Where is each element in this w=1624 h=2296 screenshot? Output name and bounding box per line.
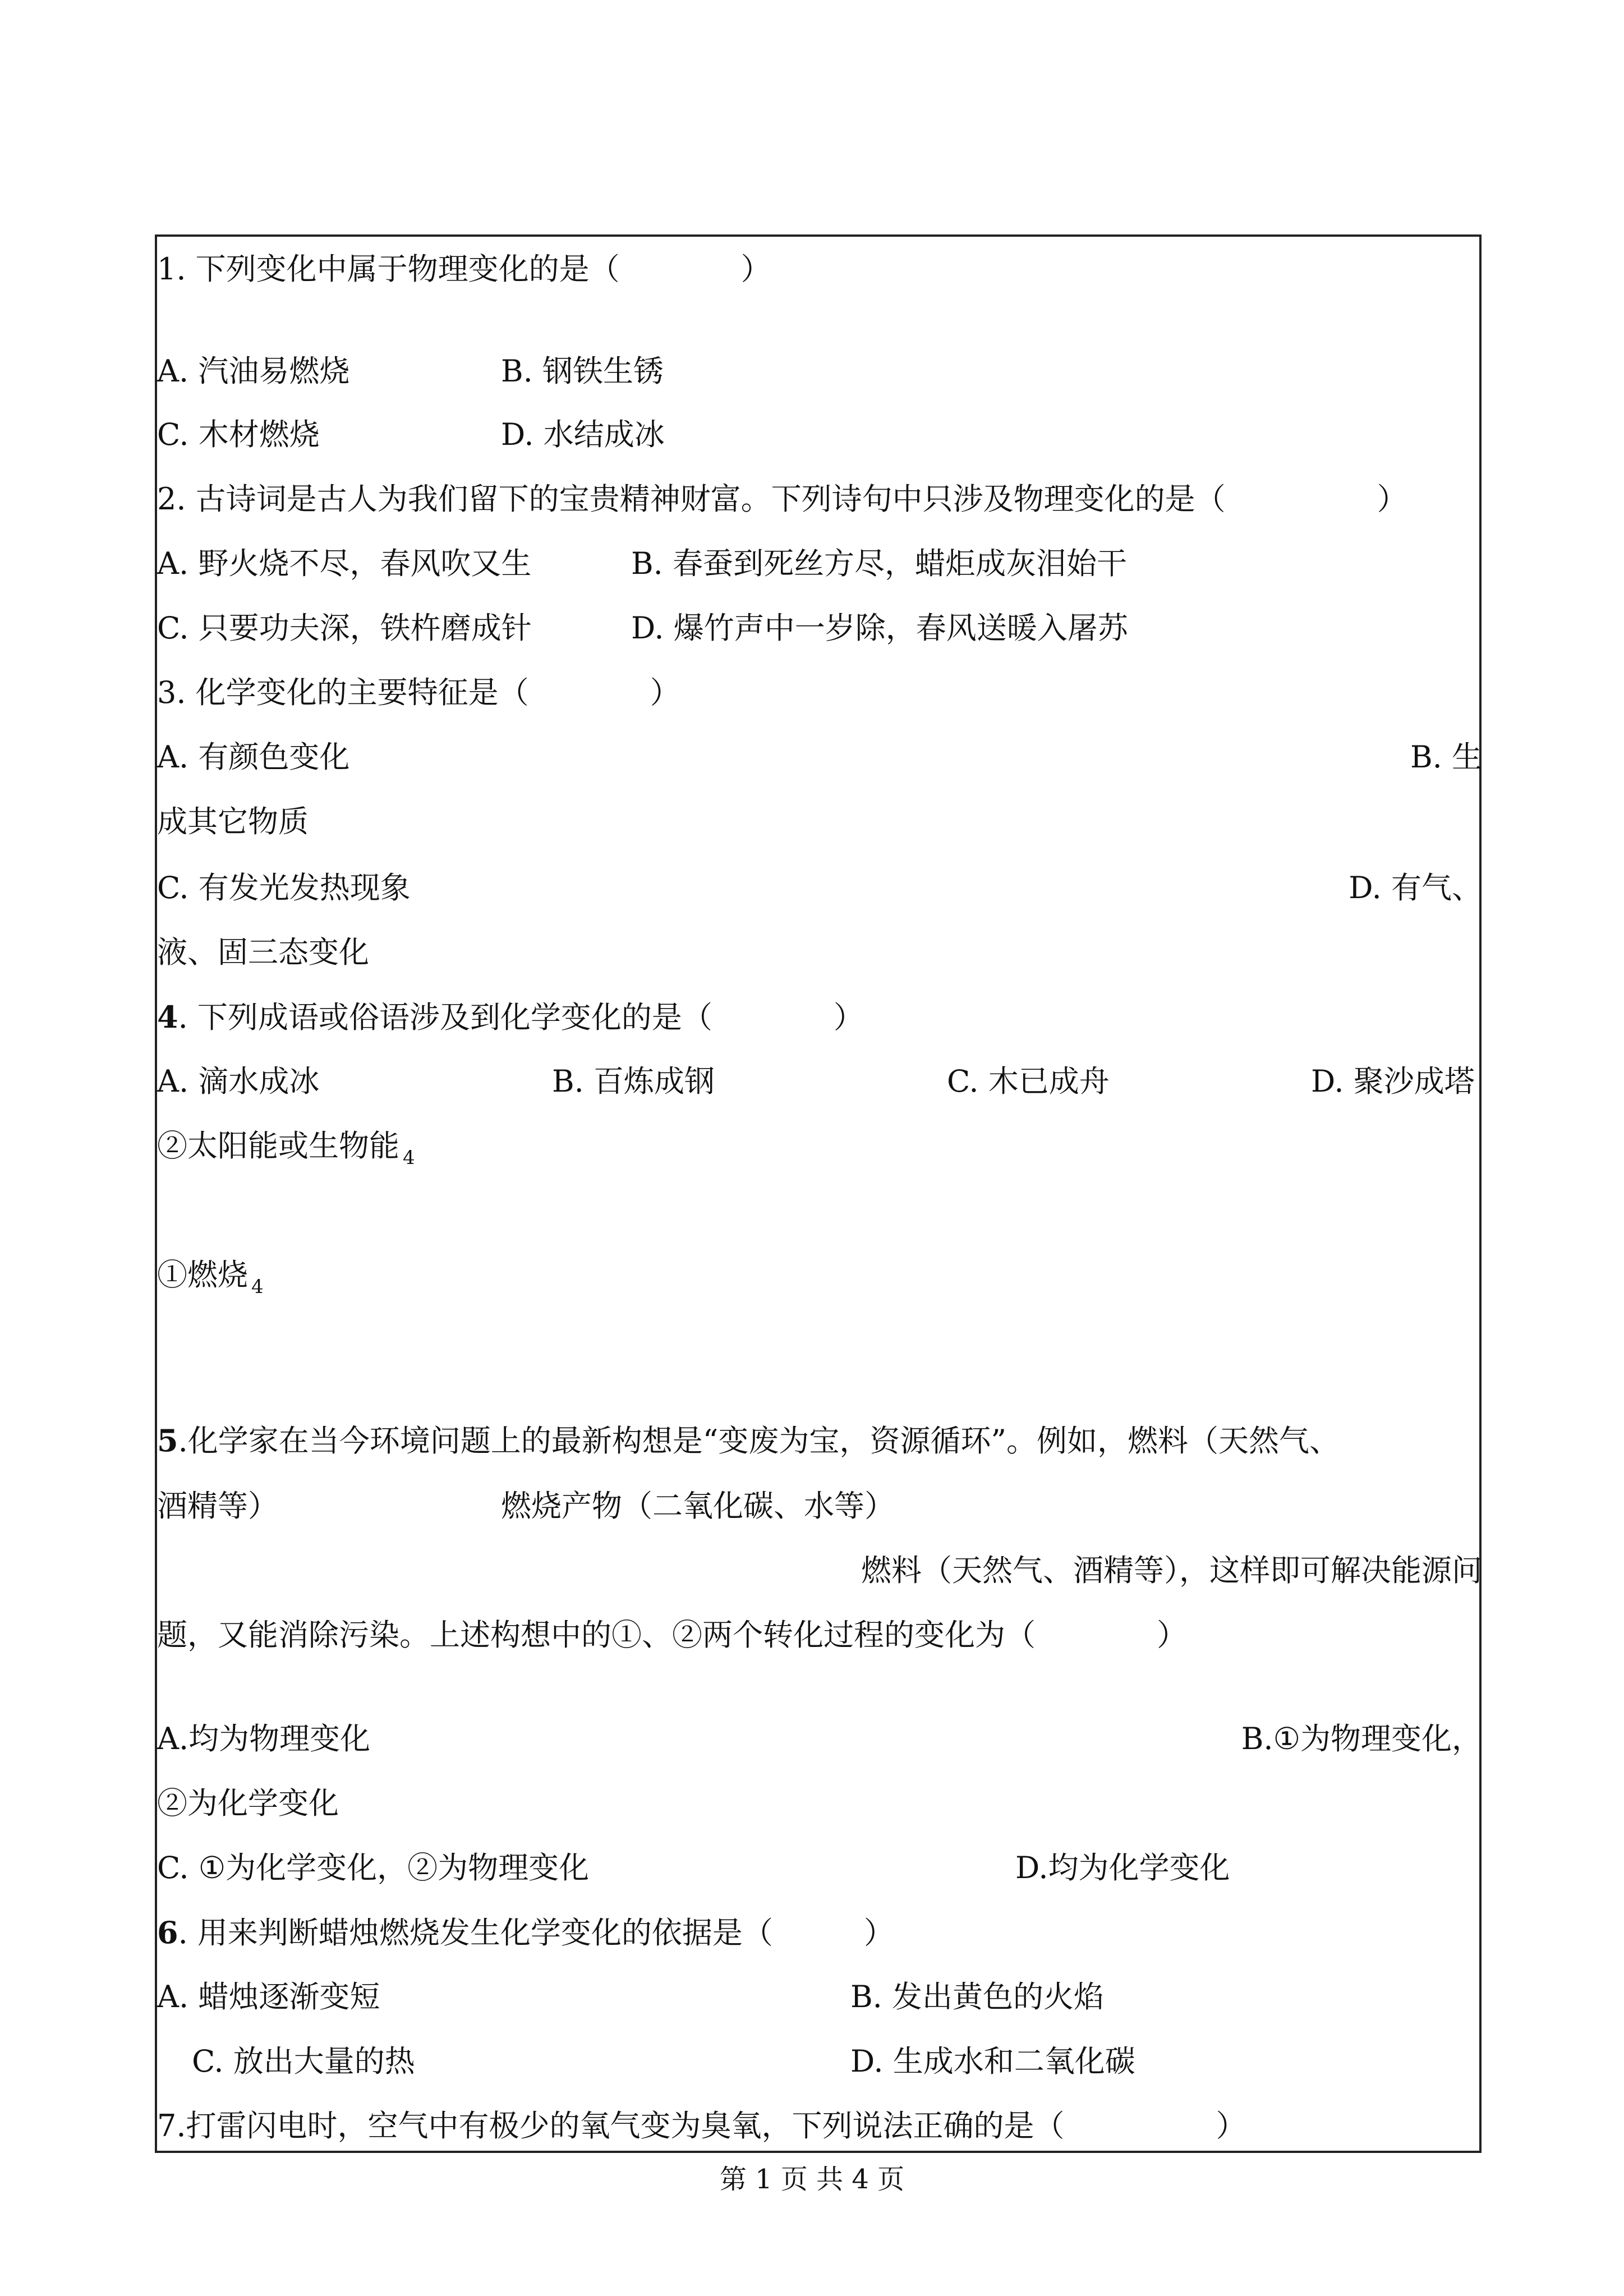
q6-stem-text: . 用来判断蜡烛燃烧发生化学变化的依据是（ ）: [178, 1915, 894, 1950]
q4-option-a: A. 滴水成冰: [157, 1064, 320, 1099]
q6-options-row1: [157, 1977, 1105, 2017]
q4-options-row: [157, 1062, 1480, 1101]
q5-number: 5: [157, 1423, 178, 1458]
q4-number: 4: [157, 999, 178, 1035]
q1-options-row1: [157, 352, 664, 391]
q4-option-b: B. 百炼成钢: [552, 1064, 715, 1099]
q3-option-b-start: B. 生: [1410, 739, 1482, 775]
q3-option-c: C. 有发光发热现象: [157, 870, 411, 905]
q6-options-row2: [157, 2042, 1135, 2081]
q1-stem: 1. 下列变化中属于物理变化的是（ ）: [157, 251, 771, 287]
q5-option-c: C. ①为化学变化，②为物理变化: [157, 1850, 590, 1885]
q5-arrow-bottom-text: ①燃烧: [157, 1257, 248, 1292]
q4-option-c: C. 木已成舟: [947, 1064, 1110, 1099]
q3-option-d-start: D. 有气、: [1349, 870, 1482, 905]
q2-options-row1: [157, 544, 1128, 583]
q5-option-a: A.均为物理变化: [157, 1721, 371, 1756]
q6-option-a: A. 蜡烛逐渐变短: [157, 1979, 380, 2014]
q2-option-d: D. 爆竹声中一岁除，春风送暖入屠苏: [631, 610, 1128, 646]
q5-stem-line1-text: .化学家在当今环境问题上的最新构想是“变废为宝，资源循环”。例如，燃料（天然气、: [178, 1423, 1340, 1458]
q2-option-c: C. 只要功夫深，铁杵磨成针: [157, 610, 532, 646]
q3-option-b-cont: 成其它物质: [157, 804, 309, 839]
q5-stem-line2a: 酒精等）: [157, 1488, 278, 1524]
q5-arrow-bottom-label: [157, 1255, 264, 1299]
q2-option-a: A. 野火烧不尽，春风吹又生: [157, 546, 532, 581]
q5-arrow-top-label: [157, 1126, 415, 1170]
q5-stem-line2: [157, 1487, 895, 1526]
q6-option-b: B. 发出黄色的火焰: [850, 1979, 1105, 2014]
q2-options-row2: [157, 609, 1128, 648]
q6-stem: [157, 1913, 894, 1953]
q5-stem-line1: [157, 1421, 1340, 1461]
q5-stem-line3: 燃料（天然气、酒精等），这样即可解决能源问: [861, 1553, 1482, 1588]
q5-stem-line4: 题，又能消除污染。上述构想中的①、②两个转化过程的变化为（ ）: [157, 1617, 1187, 1653]
q1-option-a: A. 汽油易燃烧: [157, 353, 350, 389]
q5-arrow-bottom-subscript: 4: [251, 1276, 264, 1298]
q3-stem: 3. 化学变化的主要特征是（ ）: [157, 675, 680, 710]
q1-options-row2: [157, 415, 665, 454]
q5-option-d: D.均为化学变化: [1015, 1850, 1230, 1885]
q2-option-b: B. 春蚕到死丝方尽，蜡炬成灰泪始干: [631, 546, 1128, 581]
q6-option-c: C. 放出大量的热: [192, 2044, 415, 2079]
q5-options-row: [157, 1848, 1230, 1888]
q1-option-c: C. 木材燃烧: [157, 417, 320, 452]
q1-option-d: D. 水结成冰: [501, 417, 665, 452]
q5-option-b-cont: ②为化学变化: [157, 1786, 339, 1821]
q5-stem-line2b: 燃烧产物（二氧化碳、水等）: [501, 1488, 895, 1524]
q6-option-d: D. 生成水和二氧化碳: [850, 2044, 1135, 2079]
q7-stem: 7.打雷闪电时，空气中有极少的氧气变为臭氧，下列说法正确的是（ ）: [157, 2108, 1246, 2143]
q6-number: 6: [157, 1915, 178, 1950]
q5-option-b-start: B.①为物理变化，: [1241, 1721, 1482, 1756]
page-footer: 第 1 页 共 4 页: [719, 2164, 905, 2195]
q4-option-d: D. 聚沙成塔: [1311, 1064, 1475, 1099]
q5-arrow-top-text: ②太阳能或生物能: [157, 1128, 399, 1163]
q5-arrow-top-subscript: 4: [403, 1147, 415, 1169]
q3-option-d-cont: 液、固三态变化: [157, 935, 369, 970]
q3-option-a: A. 有颜色变化: [157, 739, 350, 775]
q1-option-b: B. 钢铁生锈: [501, 353, 664, 389]
q4-stem-text: . 下列成语或俗语涉及到化学变化的是（ ）: [178, 1000, 864, 1035]
q4-stem: [157, 997, 864, 1037]
q2-stem: 2. 古诗词是古人为我们留下的宝贵精神财富。下列诗句中只涉及物理变化的是（ ）: [157, 481, 1407, 517]
